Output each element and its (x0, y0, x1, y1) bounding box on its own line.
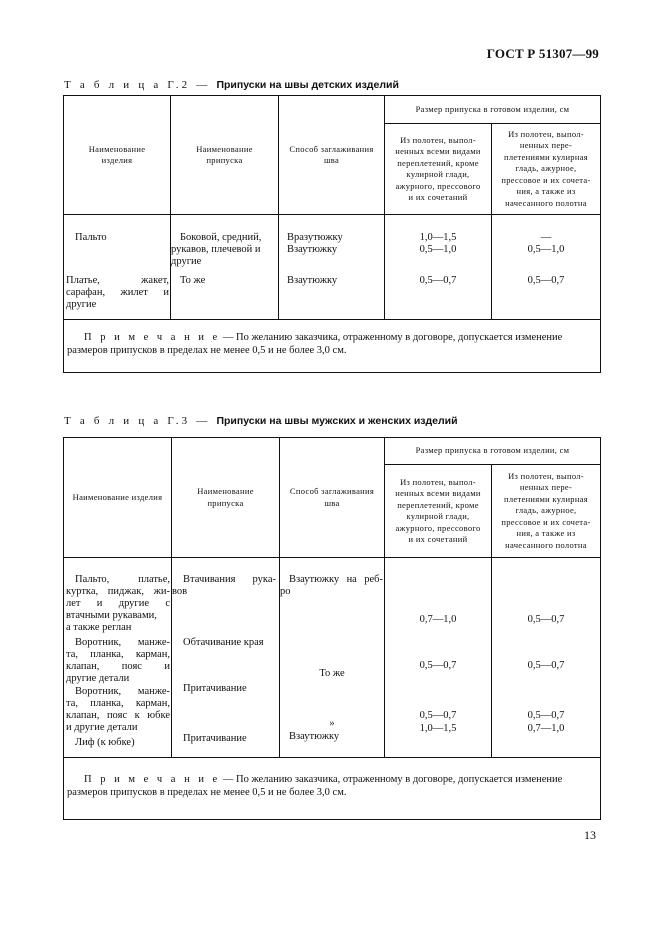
table-3-col-a: 0,7—1,0 0,5—0,7 0,5—0,7 1,0—1,5 (385, 558, 492, 758)
table-3-col-allowance: Втачивания рука- вов Обтачивание края Притачивание Притачивание (172, 558, 280, 758)
table-2-title: Припуски на швы детских изделий (216, 79, 399, 91)
table-2-note-label: П р и м е ч а н и е (84, 332, 221, 343)
document-standard-number: ГОСТ Р 51307—99 (486, 46, 599, 61)
table-2-header-col-b: Из полотен, выпол- ненных пере- плетениями кулирная гладь, ажурное, прессовое и их сочета- ния, а также из начесанного полотна (492, 124, 601, 215)
table-3-col-name (64, 558, 172, 758)
table-2-label: Т а б л и ц а Г.2 — (64, 79, 217, 91)
table-row: Воротник, манже- та, планка, карман, клапан, пояс и другие детали (66, 637, 170, 684)
table-3-note (64, 758, 601, 820)
table-2-header-method: Способ заглаживания шва (279, 96, 385, 215)
table-row: Лиф (к юбке) (75, 737, 135, 748)
table-3 (63, 437, 601, 820)
table-3-col-method: Взаутюжку на реб- ро То же » Взаутюжку (280, 558, 385, 758)
table-3-note-text: — По желанию заказчика, отраженному в договоре, допускается изменение размеров припусков в пределах не менее 0,5 и не более 3,0 см. (67, 774, 563, 798)
table-2-note-text: — По желанию заказчика, отраженному в договоре, допускается изменение размеров припусков в пределах не менее 0,5 и не более 3,0 см. (67, 332, 563, 356)
table-2-header-size-group: Размер припуска в готовом изделии, см (385, 96, 601, 124)
table-3-col-b: 0,5—0,7 0,5—0,7 0,5—0,7 0,7—1,0 (492, 558, 601, 758)
table-row: Пальто (75, 232, 107, 243)
table-2-header-col-a: Из полотен, выпол- ненных всеми видами переплетений, кроме кулирной глади, ажурного, прессового и их сочетаний (385, 124, 492, 215)
table-3-header-col-b: Из полотен, выпол- ненных пере- плетениями кулирная гладь, ажурное, прессовое и их сочета- ния, а также из начесанного полотна (492, 465, 601, 558)
page-number: 13 (584, 828, 596, 842)
table-2-header-allowance: Наименование припуска (171, 96, 279, 215)
table-2-col-b: — 0,5—1,0 0,5—0,7 (492, 215, 601, 320)
table-3-label: Т а б л и ц а Г.3 — (64, 415, 217, 427)
table-3-header-size-group: Размер припуска в готовом изделии, см (385, 438, 601, 465)
table-2-caption (64, 79, 399, 91)
table-3-header-col-a: Из полотен, выпол- ненных всеми видами переплетений, кроме кулирной глади, ажурного, прессового и их сочетаний (385, 465, 492, 558)
table-3-body (64, 558, 601, 758)
table-3-header-allowance: Наименование припуска (172, 438, 280, 558)
table-2-col-name (64, 215, 171, 320)
table-3-header-method: Способ заглаживания шва (280, 438, 385, 558)
table-2 (63, 95, 601, 373)
table-row: Платье, жакет, сарафан, жилет и другие (66, 275, 169, 310)
table-3-caption (64, 415, 458, 427)
table-3-title: Припуски на швы мужских и женских изделий (216, 415, 458, 427)
table-2-note (64, 320, 601, 373)
table-2-col-allowance: Боковой, средний, рукавов, плечевой и другие То же (171, 215, 279, 320)
table-row: Воротник, манже- та, планка, карман, клапан, пояс к юбке и другие детали (66, 686, 170, 733)
table-3-note-label: П р и м е ч а н и е (84, 774, 221, 785)
table-row: Пальто, платье, куртка, пиджак, жи- лет и другие с втачными рукавами, а также реглан (66, 574, 170, 633)
table-2-col-method: Вразутюжку Взаутюжку Взаутюжку (279, 215, 385, 320)
table-2-col-a: 1,0—1,5 0,5—1,0 0,5—0,7 (385, 215, 492, 320)
table-2-header-name: Наименование изделия (64, 96, 171, 215)
table-3-header-name: Наименование изделия (64, 438, 172, 558)
table-2-body (64, 215, 601, 320)
